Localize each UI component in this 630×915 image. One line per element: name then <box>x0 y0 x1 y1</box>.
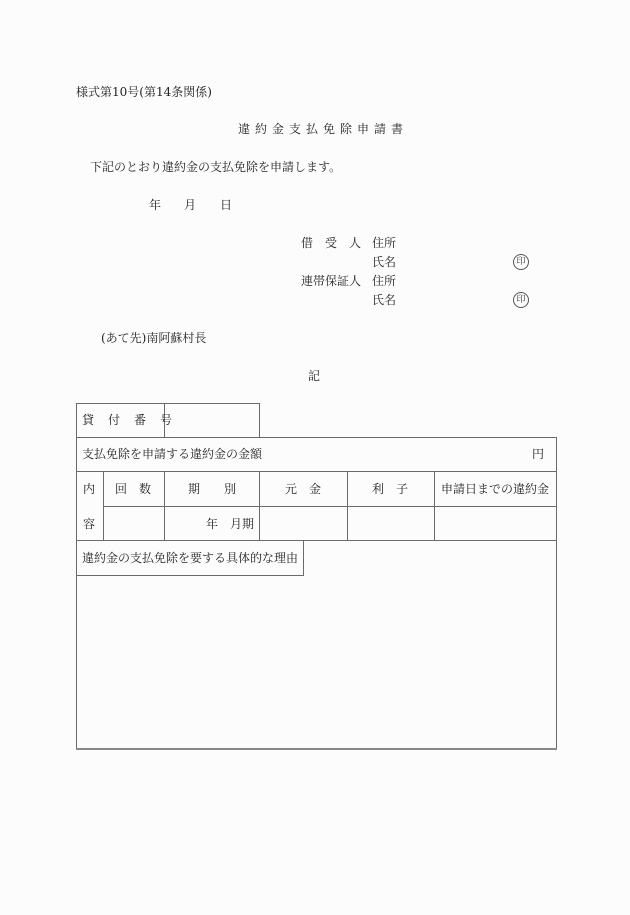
column-header-count: 回 数 <box>115 482 152 496</box>
date-day-label: 日 <box>220 198 233 212</box>
divider <box>303 540 304 575</box>
column-header-interest: 利 子 <box>372 482 409 496</box>
period-field[interactable]: 年 月期 <box>206 517 255 531</box>
reason-field[interactable] <box>78 577 554 747</box>
count-field[interactable] <box>104 507 164 540</box>
borrower-name-label: 氏名 <box>372 255 397 269</box>
divider <box>76 540 557 541</box>
divider <box>164 471 165 540</box>
ki-label: 記 <box>308 369 321 383</box>
document-title: 違約金支払免除申請書 <box>238 122 409 136</box>
column-header-principal: 元 金 <box>285 482 322 496</box>
column-header-period: 期 別 <box>188 482 237 496</box>
column-header-penalty: 申請日までの違約金 <box>441 482 550 496</box>
principal-field[interactable] <box>260 507 347 540</box>
divider <box>259 403 260 437</box>
amount-field[interactable] <box>104 438 524 471</box>
divider <box>76 471 557 472</box>
borrower-address-label: 住所 <box>372 236 397 250</box>
penalty-field[interactable] <box>435 507 556 540</box>
amount-label: 支払免除を申請する違約金の金額 <box>82 447 263 461</box>
divider <box>556 437 557 748</box>
guarantor-address-label: 住所 <box>372 274 397 288</box>
loan-number-label: 貸 付 番 号 <box>82 413 174 427</box>
addressee: (あて先)南阿蘇村長 <box>101 331 207 345</box>
amount-unit: 円 <box>532 447 545 461</box>
loan-number-field[interactable] <box>165 404 259 437</box>
content-side-label-bottom: 容 <box>83 517 96 531</box>
reason-label: 違約金の支払免除を要する具体的な理由 <box>82 551 299 565</box>
date-year-label: 年 <box>149 198 162 212</box>
divider <box>76 748 557 750</box>
intro-text: 下記のとおり違約金の支払免除を申請します。 <box>90 160 342 174</box>
date-month-label: 月 <box>184 198 197 212</box>
content-side-label-top: 内 <box>83 482 96 496</box>
interest-field[interactable] <box>348 507 434 540</box>
borrower-label: 借 受 人 <box>301 236 362 250</box>
guarantor-name-label: 氏名 <box>372 293 397 307</box>
guarantor-seal-icon: 印 <box>513 292 529 308</box>
divider <box>76 575 304 576</box>
form-number: 様式第10号(第14条関係) <box>76 85 212 99</box>
borrower-seal-icon: 印 <box>513 254 529 270</box>
guarantor-label: 連帯保証人 <box>301 274 362 288</box>
